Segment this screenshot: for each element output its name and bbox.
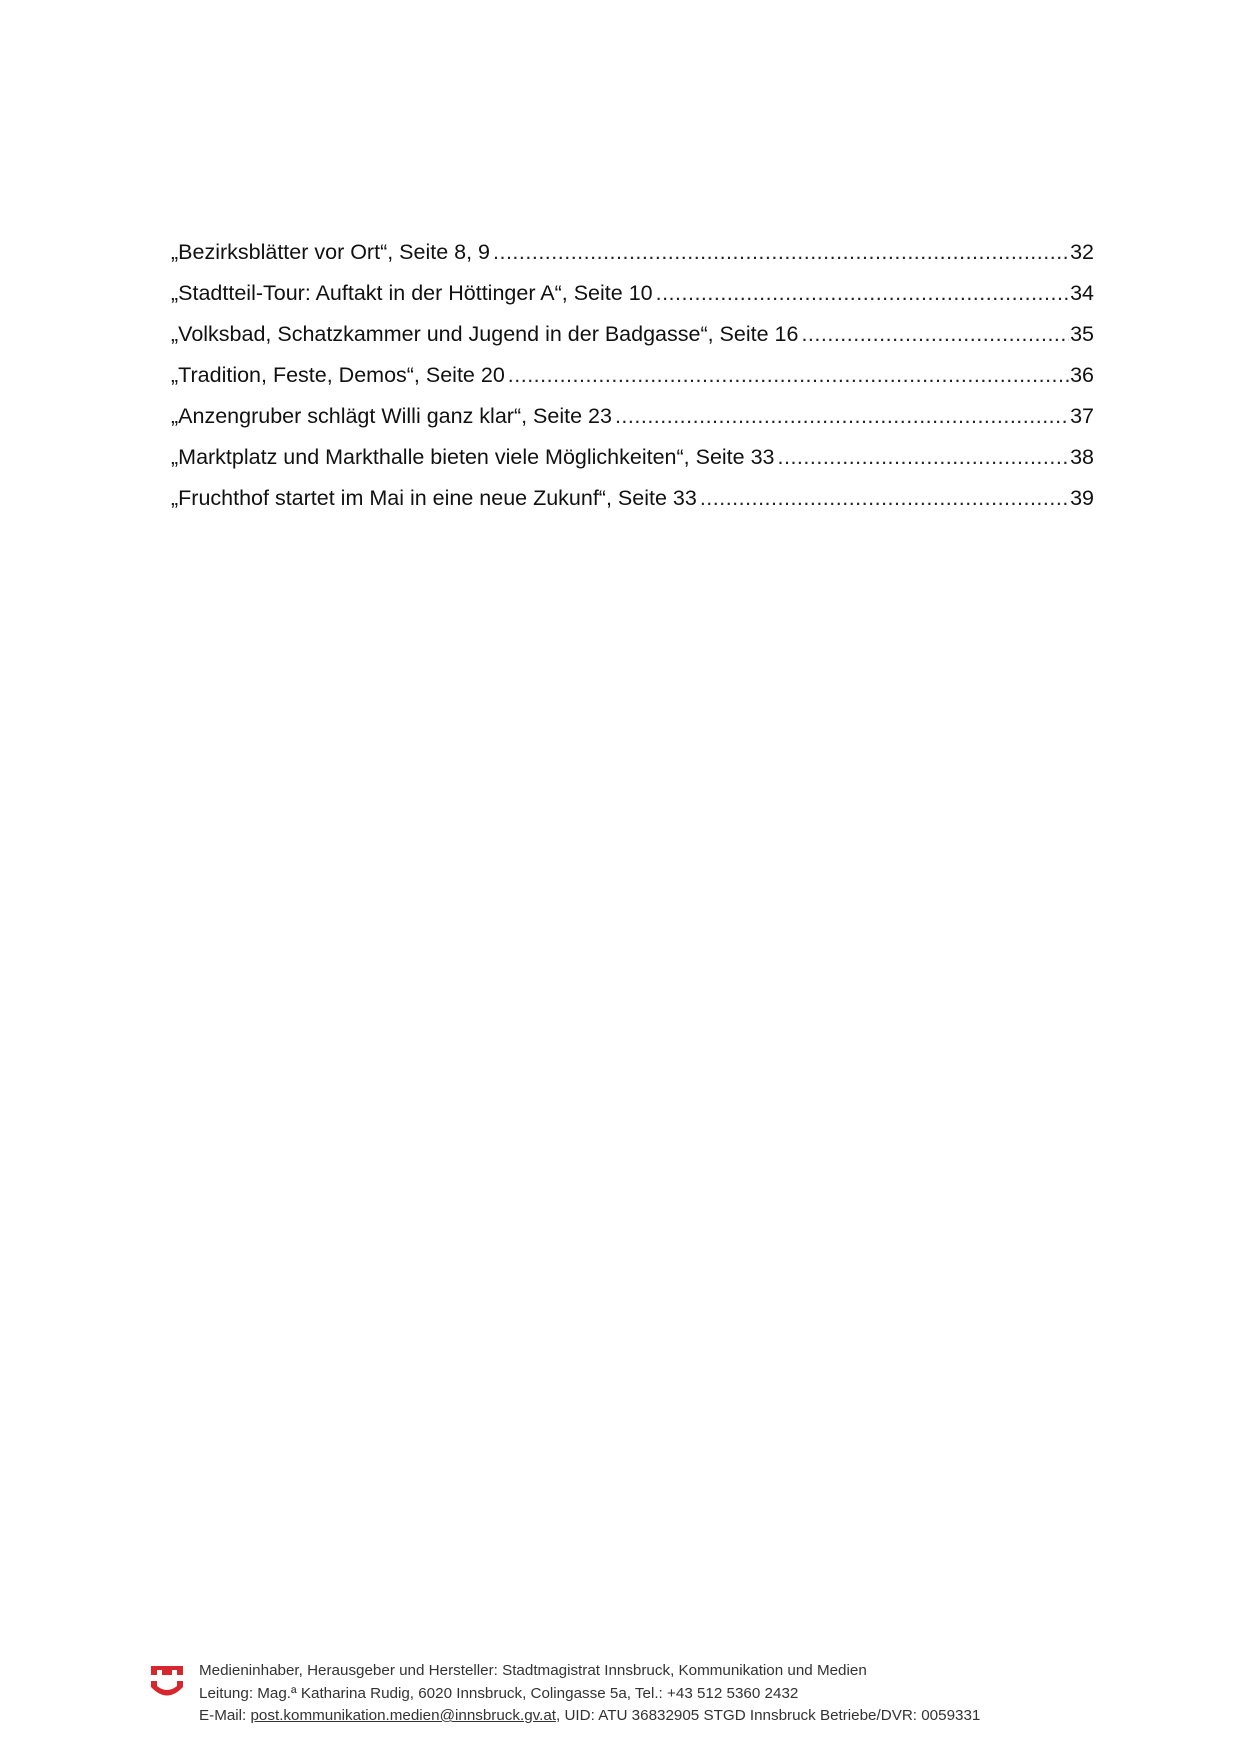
footer-management-line: Leitung: Mag.ª Katharina Rudig, 6020 Innsbruck, Colingasse 5a, Tel.: +43 512 5360 2432 bbox=[199, 1684, 799, 1702]
footer-email-label: E-Mail: bbox=[199, 1707, 251, 1724]
toc-entry[interactable] bbox=[171, 314, 1094, 355]
toc-entry-page: 37 bbox=[1070, 404, 1094, 428]
toc-entry-page: 36 bbox=[1070, 363, 1094, 387]
toc-entry-page: 34 bbox=[1070, 281, 1094, 305]
footer-publisher-line: Medieninhaber, Herausgeber und Hersteller: Stadtmagistrat Innsbruck, Kommunikation und Medien bbox=[199, 1662, 867, 1679]
footer-uid-text: , UID: ATU 36832905 STGD Innsbruck Betriebe/DVR: 0059331 bbox=[556, 1707, 981, 1724]
innsbruck-city-logo-icon bbox=[150, 1664, 184, 1702]
toc-dot-leader bbox=[615, 396, 1069, 437]
toc-dot-leader bbox=[508, 355, 1069, 396]
toc-dot-leader bbox=[656, 273, 1069, 314]
toc-dot-leader bbox=[778, 437, 1070, 478]
toc-entry-title: „Volksbad, Schatzkammer und Jugend in der Badgasse“, Seite 16 bbox=[171, 322, 799, 346]
page-footer bbox=[150, 1660, 1110, 1730]
toc-entry-title: „Stadtteil-Tour: Auftakt in der Höttinger A“, Seite 10 bbox=[171, 281, 653, 305]
toc-dot-leader bbox=[493, 232, 1069, 273]
toc-entry-title: „Marktplatz und Markthalle bieten viele Möglichkeiten“, Seite 33 bbox=[171, 445, 775, 469]
toc-entry-page: 38 bbox=[1070, 445, 1094, 469]
toc-entry-title: „Tradition, Feste, Demos“, Seite 20 bbox=[171, 363, 505, 387]
toc-entry[interactable] bbox=[171, 273, 1094, 314]
toc-entry[interactable] bbox=[171, 355, 1094, 396]
toc-entry[interactable] bbox=[171, 478, 1094, 519]
toc-entry[interactable] bbox=[171, 437, 1094, 478]
toc-entry-title: „Fruchthof startet im Mai in eine neue Zukunf“, Seite 33 bbox=[171, 486, 697, 510]
table-of-contents bbox=[171, 232, 1094, 519]
footer-contact-line bbox=[199, 1705, 980, 1728]
toc-entry-page: 39 bbox=[1070, 486, 1094, 510]
footer-imprint bbox=[199, 1660, 980, 1728]
toc-dot-leader bbox=[801, 314, 1069, 355]
toc-entry-page: 35 bbox=[1070, 322, 1094, 346]
toc-entry[interactable] bbox=[171, 396, 1094, 437]
toc-entry-title: „Anzengruber schlägt Willi ganz klar“, Seite 23 bbox=[171, 404, 612, 428]
footer-email-link[interactable]: post.kommunikation.medien@innsbruck.gv.at bbox=[250, 1707, 557, 1724]
toc-entry-page: 32 bbox=[1070, 240, 1094, 264]
toc-entry-title: „Bezirksblätter vor Ort“, Seite 8, 9 bbox=[171, 240, 491, 264]
toc-entry[interactable] bbox=[171, 232, 1094, 273]
toc-dot-leader bbox=[700, 478, 1069, 519]
